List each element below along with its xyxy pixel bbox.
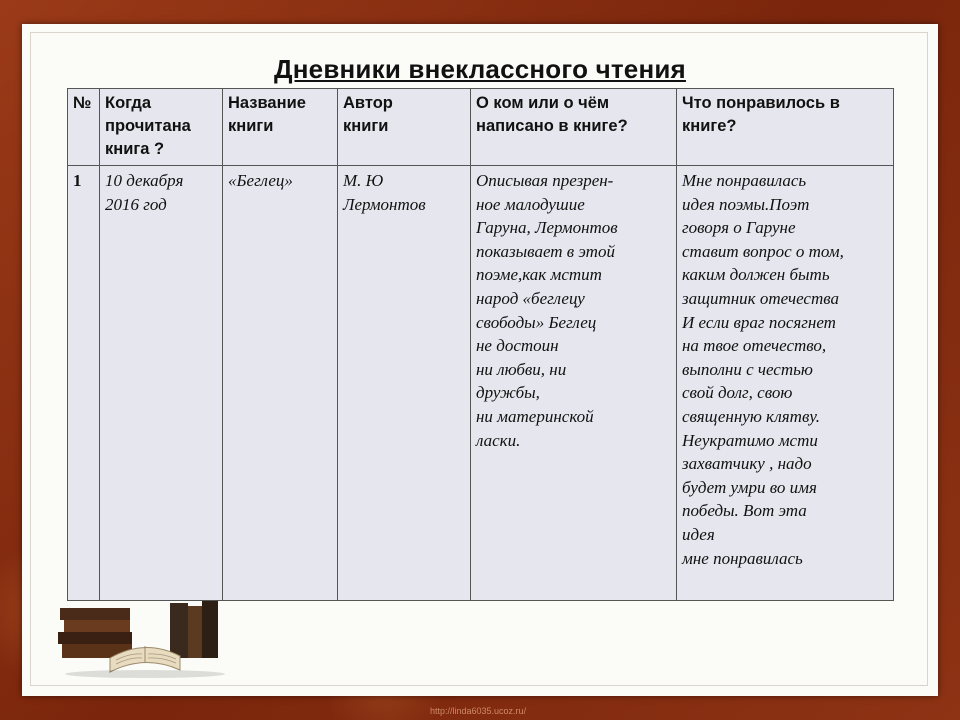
header-what-liked: Что понравилось в книге? [677,89,894,166]
cell-what-liked: Мне понравилась идея поэмы.Поэт говоря о Гаруне ставит вопрос о том, каким должен быть защитник отечества И если враг посягнет на твое отечество, выполни с честью свой долг, свою священную клятву. Неукратимо мсти захватчику , надо будет умри во имя победы. Вот эта идея мне понравилась [677,166,894,601]
cell-book-title: «Беглец» [223,166,338,601]
watermark-url: http://linda6035.ucoz.ru/ [430,706,527,716]
header-when-read: Когда прочитана книга ? [100,89,223,166]
table-header-row [68,89,894,166]
cell-about: Описывая презрен- ное малодушие Гаруна, Лермонтов показывает в этой поэме,как мстит народ «беглецу свободы» Беглец не достоин ни любви, ни дружбы, ни материнской ласки. [471,166,677,601]
cell-author: М. Ю Лермонтов [338,166,471,601]
page-title: Дневники внеклассного чтения [274,54,686,84]
table-row [68,166,894,601]
books-illustration [50,598,250,678]
cell-number: 1 [68,166,100,601]
header-author: Автор книги [338,89,471,166]
header-number: № [68,89,100,166]
reading-diary-table [67,88,894,601]
header-book-title: Название книги [223,89,338,166]
cell-date: 10 декабря 2016 год [100,166,223,601]
header-about: О ком или о чём написано в книге? [471,89,677,166]
